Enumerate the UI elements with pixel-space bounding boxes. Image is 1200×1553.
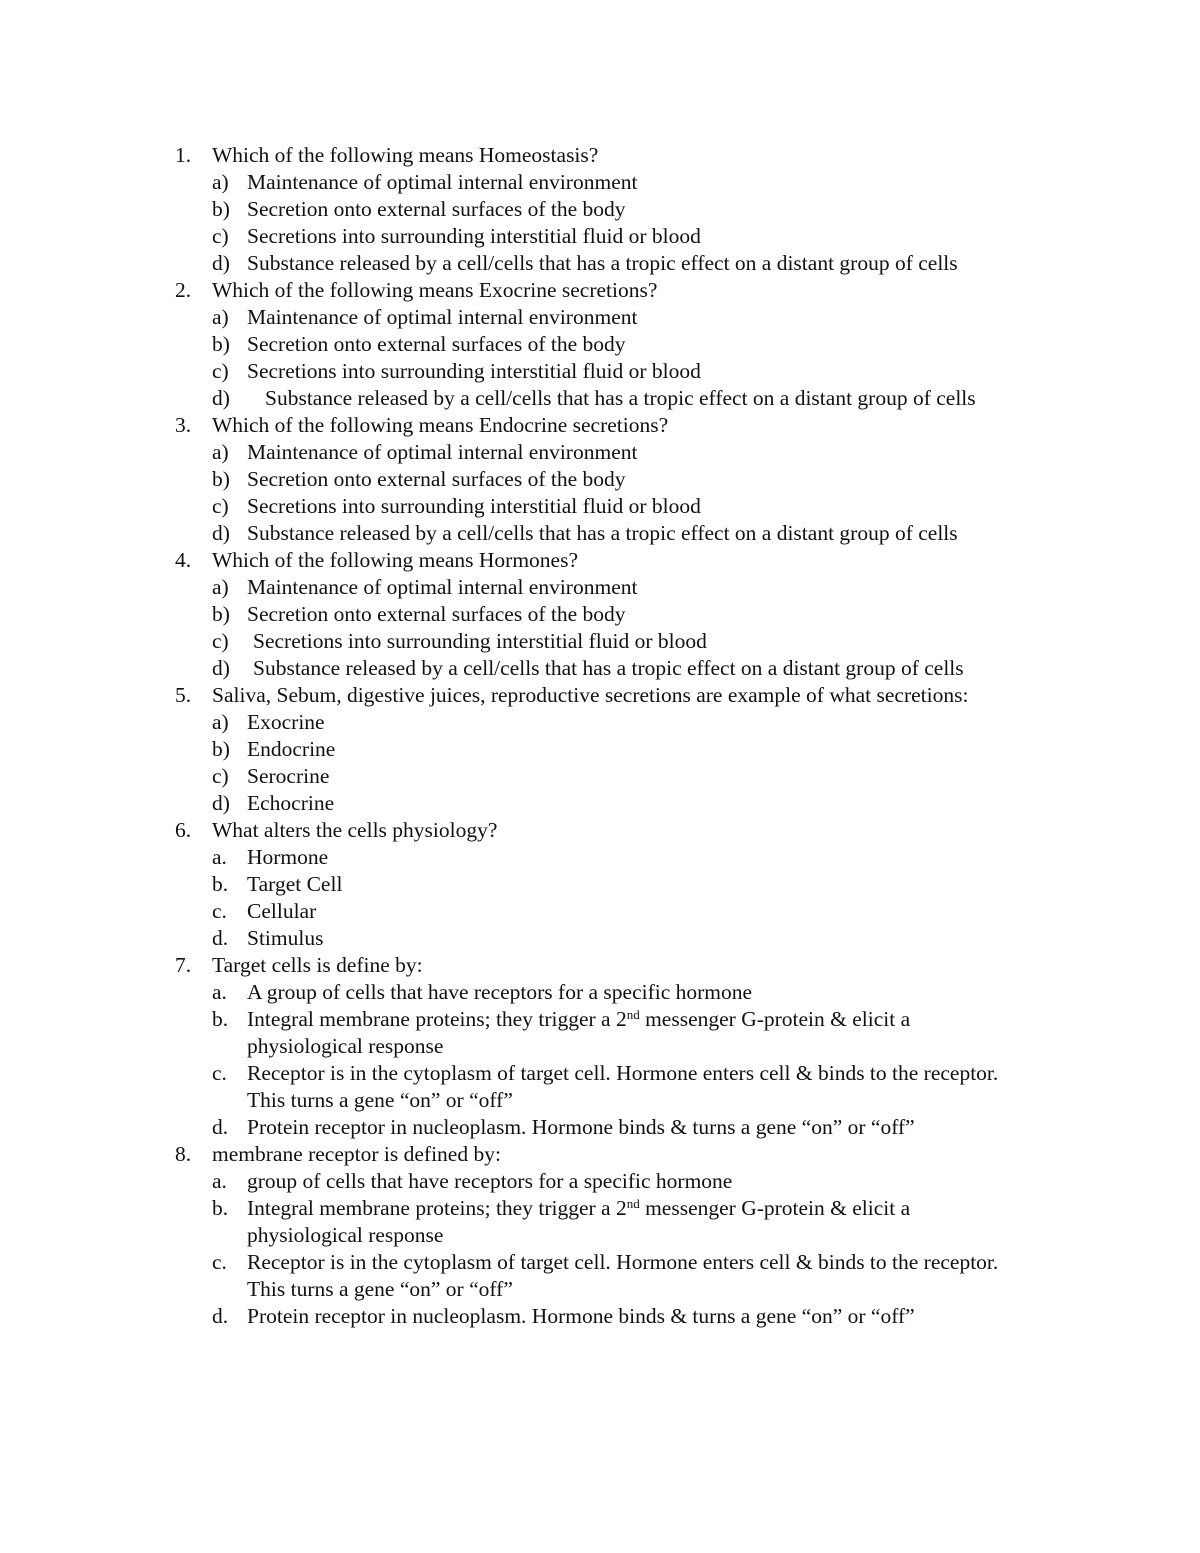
- option-letter: d.: [212, 1304, 229, 1328]
- option-c: [0, 1249, 1200, 1303]
- question-text: Which of the following means Hormones?: [212, 548, 579, 572]
- option-d: [0, 655, 1200, 682]
- option-text: Receptor is in the cytoplasm of target cell. Hormone enters cell & binds to the receptor. This turns a gene “on” or “off”: [247, 1061, 999, 1112]
- option-c: [0, 223, 1200, 250]
- option-c: [0, 358, 1200, 385]
- question-number: 6.: [175, 818, 192, 842]
- option-c: [0, 628, 1200, 655]
- option-letter: b.: [212, 1196, 229, 1220]
- option-a: [0, 1168, 1200, 1195]
- option-letter: c.: [212, 1061, 227, 1085]
- question-5: [0, 682, 1200, 817]
- option-letter: d): [212, 791, 230, 815]
- option-c: [0, 493, 1200, 520]
- option-text: Substance released by a cell/cells that has a tropic effect on a distant group of cells: [247, 251, 958, 275]
- option-d: [0, 925, 1200, 952]
- option-text: Maintenance of optimal internal environment: [247, 305, 638, 329]
- option-letter: c.: [212, 899, 227, 923]
- option-letter: b.: [212, 1007, 229, 1031]
- option-a: [0, 979, 1200, 1006]
- option-letter: c.: [212, 1250, 227, 1274]
- option-d: [0, 520, 1200, 547]
- question-row: [0, 1141, 1200, 1168]
- option-b: [0, 466, 1200, 493]
- question-3: [0, 412, 1200, 547]
- option-letter: a): [212, 710, 229, 734]
- option-text: Protein receptor in nucleoplasm. Hormone binds & turns a gene “on” or “off”: [247, 1115, 915, 1139]
- option-text: Secretions into surrounding interstitial fluid or blood: [247, 359, 701, 383]
- option-b: [0, 1195, 1200, 1249]
- option-list: [0, 844, 1200, 952]
- option-text: Hormone: [247, 845, 329, 869]
- option-list: [0, 304, 1200, 412]
- option-a: [0, 439, 1200, 466]
- question-text: Which of the following means Exocrine secretions?: [212, 278, 658, 302]
- option-letter: c): [212, 359, 229, 383]
- option-c: [0, 763, 1200, 790]
- option-letter: c): [212, 764, 229, 788]
- question-number: 3.: [175, 413, 192, 437]
- option-text: Protein receptor in nucleoplasm. Hormone binds & turns a gene “on” or “off”: [247, 1304, 915, 1328]
- option-text: [247, 1006, 1007, 1060]
- option-letter: b): [212, 332, 230, 356]
- option-list: [0, 574, 1200, 682]
- option-letter: a): [212, 575, 229, 599]
- option-text: Maintenance of optimal internal environment: [247, 440, 638, 464]
- option-text-start: Integral membrane proteins; they trigger a 2: [247, 1007, 627, 1031]
- option-b: [0, 1006, 1200, 1060]
- option-letter: b): [212, 737, 230, 761]
- option-d: [0, 1303, 1200, 1330]
- option-text-start: Integral membrane proteins; they trigger a 2: [247, 1196, 627, 1220]
- question-number: 7.: [175, 953, 192, 977]
- option-text: Exocrine: [247, 710, 325, 734]
- option-letter: d.: [212, 926, 229, 950]
- option-letter: d.: [212, 1115, 229, 1139]
- option-letter: d): [212, 656, 230, 680]
- option-c: [0, 1060, 1200, 1114]
- option-a: [0, 844, 1200, 871]
- option-a: [0, 574, 1200, 601]
- question-number: 4.: [175, 548, 192, 572]
- option-text: Secretions into surrounding interstitial fluid or blood: [247, 494, 701, 518]
- option-text: Receptor is in the cytoplasm of target cell. Hormone enters cell & binds to the receptor. This turns a gene “on” or “off”: [247, 1250, 999, 1301]
- question-row: [0, 277, 1200, 304]
- option-letter: c): [212, 224, 229, 248]
- option-letter: a.: [212, 980, 227, 1004]
- question-number: 2.: [175, 278, 192, 302]
- option-letter: b): [212, 197, 230, 221]
- option-letter: c): [212, 494, 229, 518]
- option-text: Secretion onto external surfaces of the body: [247, 467, 626, 491]
- option-letter: a.: [212, 1169, 227, 1193]
- option-letter: a): [212, 440, 229, 464]
- option-list: [0, 1168, 1200, 1330]
- option-a: [0, 709, 1200, 736]
- question-number: 5.: [175, 683, 192, 707]
- option-text: Secretions into surrounding interstitial fluid or blood: [253, 629, 707, 653]
- question-4: [0, 547, 1200, 682]
- option-text: Target Cell: [247, 872, 343, 896]
- question-7: [0, 952, 1200, 1141]
- option-letter: a.: [212, 845, 227, 869]
- option-list: [0, 709, 1200, 817]
- question-8: [0, 1141, 1200, 1330]
- question-text: membrane receptor is defined by:: [212, 1142, 501, 1166]
- option-text: group of cells that have receptors for a specific hormone: [247, 1169, 733, 1193]
- option-text: Secretion onto external surfaces of the body: [247, 602, 626, 626]
- option-list: [0, 439, 1200, 547]
- option-b: [0, 196, 1200, 223]
- option-b: [0, 736, 1200, 763]
- question-1: [0, 142, 1200, 277]
- option-a: [0, 169, 1200, 196]
- question-row: [0, 952, 1200, 979]
- option-text: Endocrine: [247, 737, 336, 761]
- option-d: [0, 250, 1200, 277]
- option-b: [0, 871, 1200, 898]
- option-text: Substance released by a cell/cells that has a tropic effect on a distant group of cells: [265, 386, 976, 410]
- option-letter: d): [212, 251, 230, 275]
- option-text: Cellular: [247, 899, 317, 923]
- ordinal-superscript: nd: [626, 1007, 640, 1022]
- option-b: [0, 601, 1200, 628]
- option-letter: b): [212, 467, 230, 491]
- option-letter: a): [212, 305, 229, 329]
- option-text-end: messenger G-protein & elicit a physiological response: [247, 1007, 911, 1058]
- option-text: Stimulus: [247, 926, 324, 950]
- option-list: [0, 169, 1200, 277]
- option-text: Substance released by a cell/cells that has a tropic effect on a distant group of cells: [253, 656, 964, 680]
- option-letter: c): [212, 629, 229, 653]
- question-2: [0, 277, 1200, 412]
- question-text: Saliva, Sebum, digestive juices, reproductive secretions are example of what secretions:: [212, 683, 969, 707]
- question-text: Target cells is define by:: [212, 953, 423, 977]
- option-letter: d): [212, 386, 230, 410]
- option-text: Secretion onto external surfaces of the body: [247, 332, 626, 356]
- option-a: [0, 304, 1200, 331]
- question-text: What alters the cells physiology?: [212, 818, 498, 842]
- option-d: [0, 790, 1200, 817]
- option-text: [247, 1195, 1007, 1249]
- option-text: Substance released by a cell/cells that has a tropic effect on a distant group of cells: [247, 521, 958, 545]
- option-letter: d): [212, 521, 230, 545]
- option-letter: b.: [212, 872, 229, 896]
- option-text: A group of cells that have receptors for a specific hormone: [247, 980, 753, 1004]
- option-d: [0, 385, 1200, 412]
- question-text: Which of the following means Endocrine secretions?: [212, 413, 669, 437]
- option-d: [0, 1114, 1200, 1141]
- option-text: Echocrine: [247, 791, 335, 815]
- question-list: [0, 142, 1200, 1330]
- question-row: [0, 142, 1200, 169]
- option-letter: b): [212, 602, 230, 626]
- option-list: [0, 979, 1200, 1141]
- question-row: [0, 682, 1200, 709]
- option-text: Secretion onto external surfaces of the body: [247, 197, 626, 221]
- option-letter: a): [212, 170, 229, 194]
- option-text-end: messenger G-protein & elicit a physiological response: [247, 1196, 911, 1247]
- option-text: Serocrine: [247, 764, 330, 788]
- question-number: 8.: [175, 1142, 192, 1166]
- option-text: Maintenance of optimal internal environment: [247, 575, 638, 599]
- question-row: [0, 412, 1200, 439]
- question-row: [0, 817, 1200, 844]
- question-text: Which of the following means Homeostasis?: [212, 143, 599, 167]
- question-6: [0, 817, 1200, 952]
- ordinal-superscript: nd: [626, 1196, 640, 1211]
- option-b: [0, 331, 1200, 358]
- option-c: [0, 898, 1200, 925]
- question-number: 1.: [175, 143, 192, 167]
- option-text: Maintenance of optimal internal environment: [247, 170, 638, 194]
- option-text: Secretions into surrounding interstitial fluid or blood: [247, 224, 701, 248]
- question-row: [0, 547, 1200, 574]
